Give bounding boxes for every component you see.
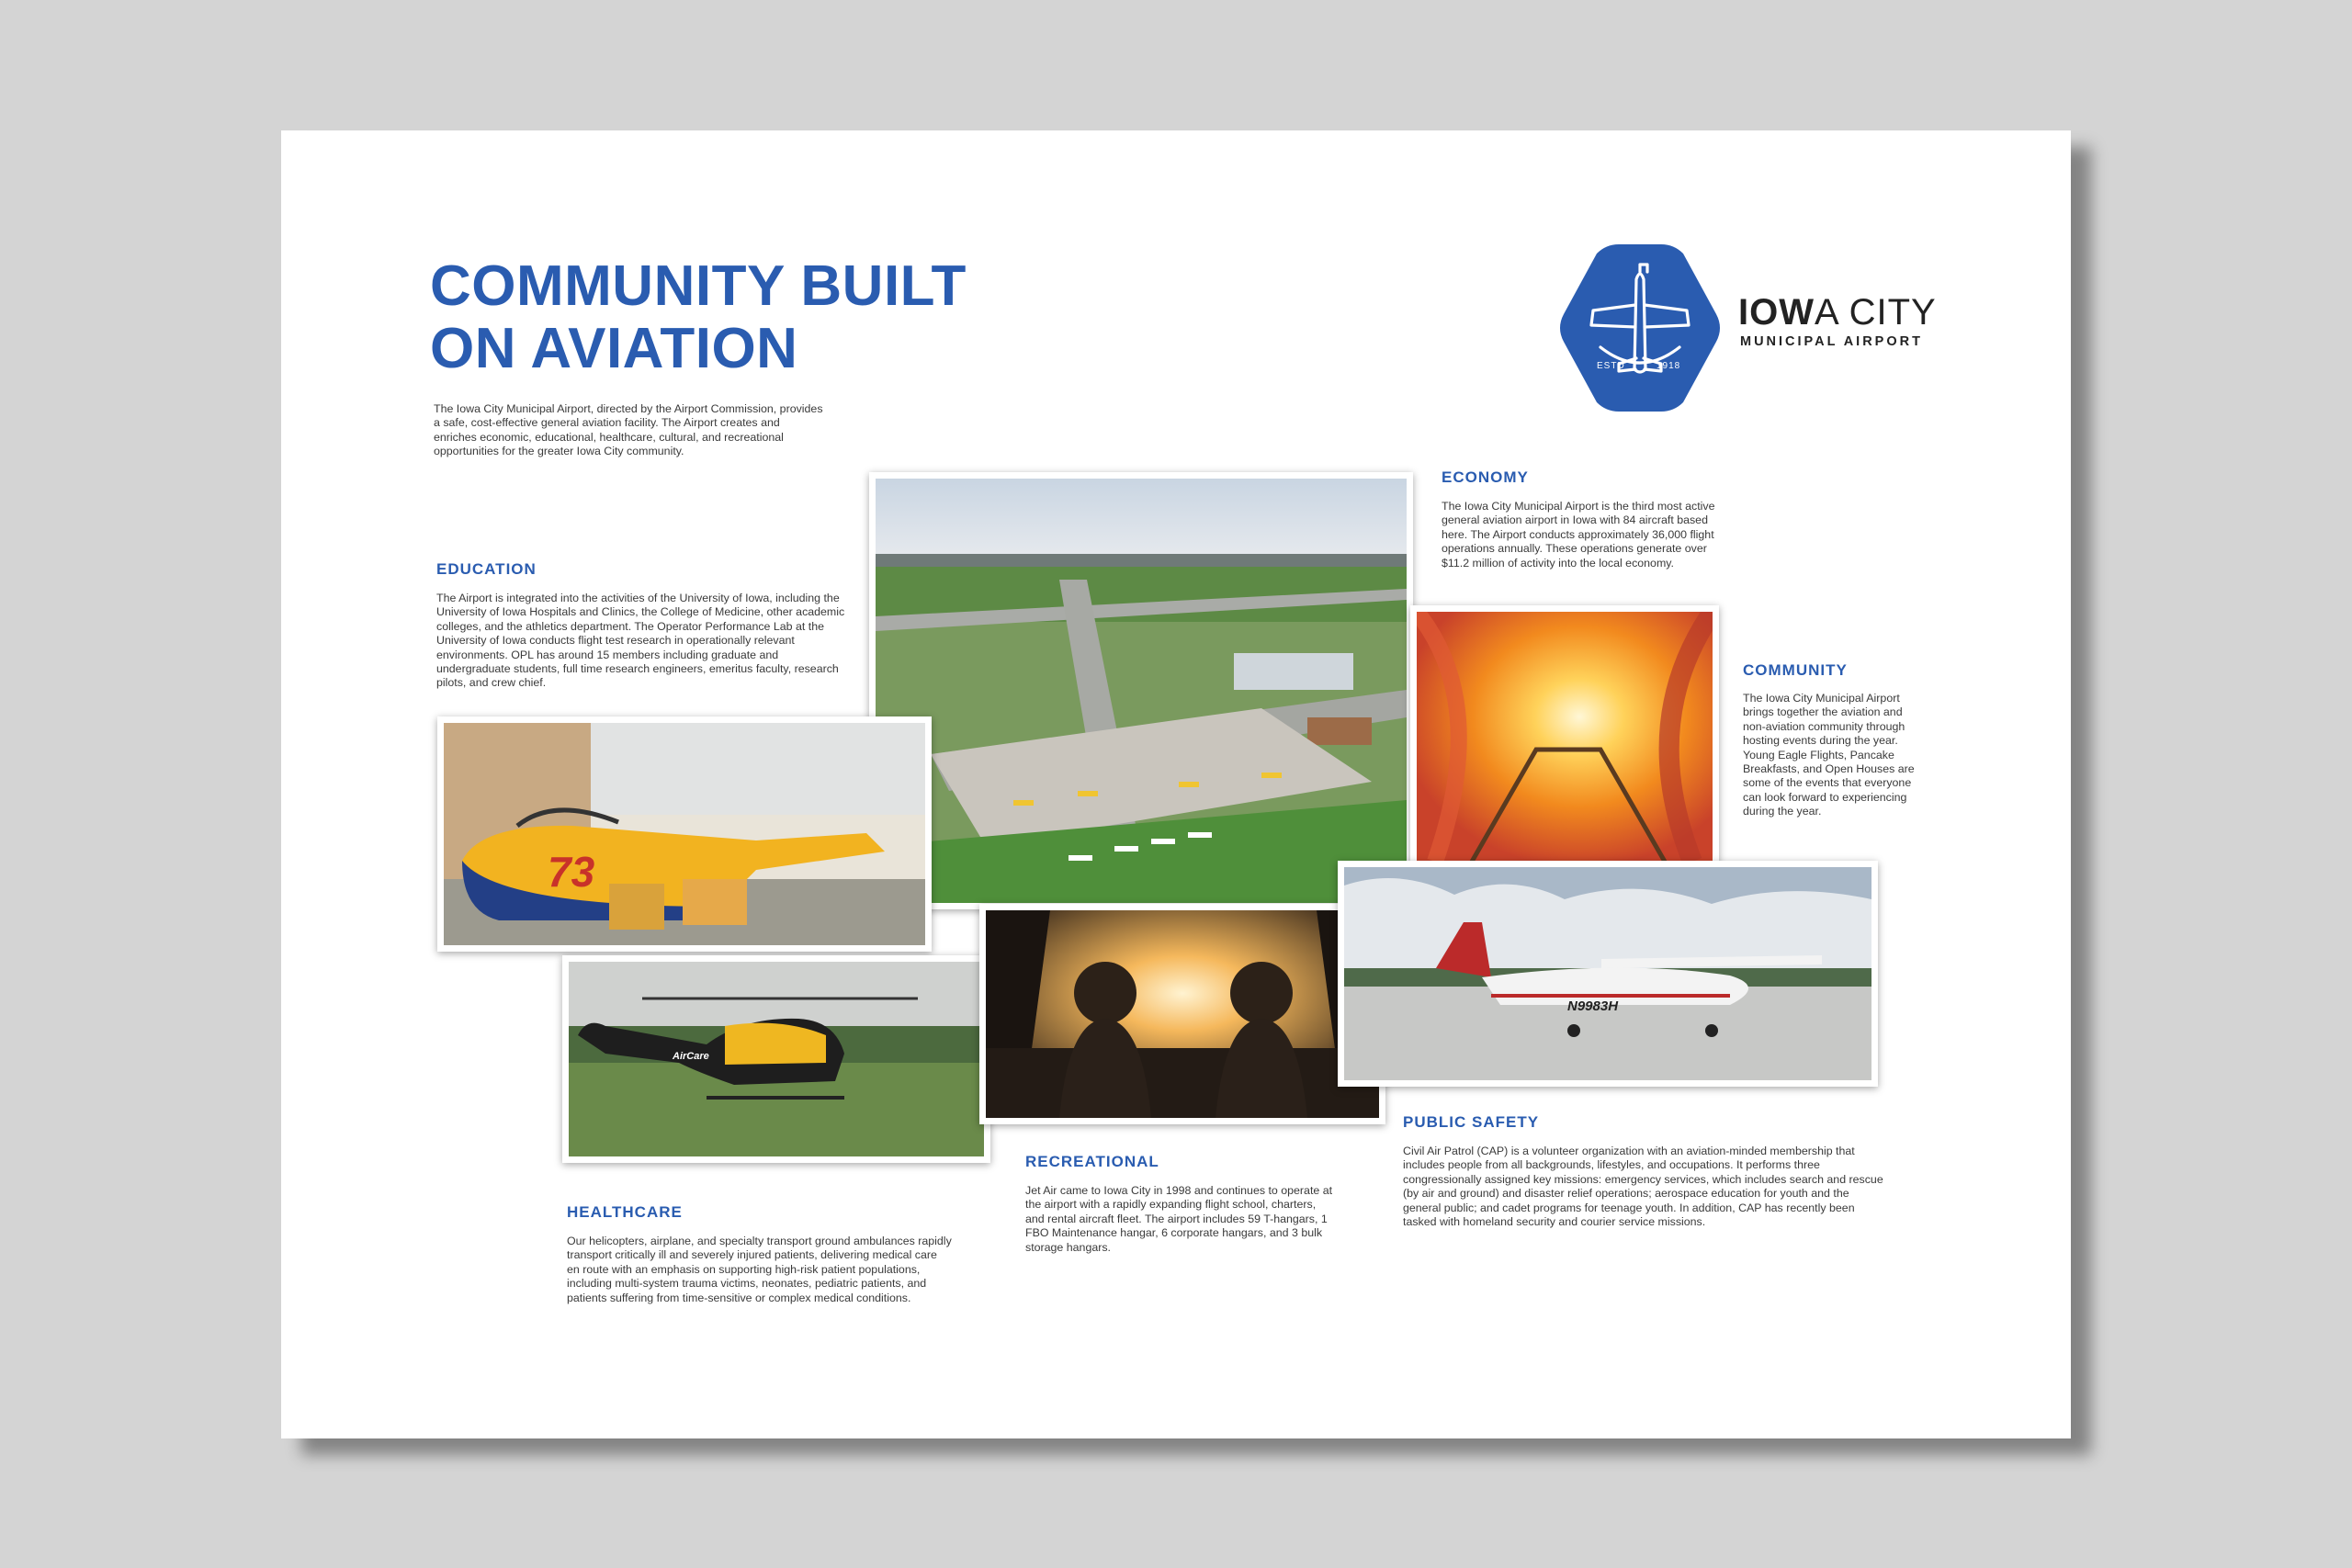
recreational-heading: RECREATIONAL (1025, 1153, 1159, 1170)
hexagon-plane-icon (1553, 241, 1727, 415)
recreational-text: Jet Air came to Iowa City in 1998 and continues to operate at the airport with a rapidly expanding flight school, charters, and rental aircraft fleet. The airport includes 59 T-hangars, 1 FBO Maintenance hangar, 6 corporate hangars, and 3 bulk storage hangars. (1025, 1184, 1333, 1254)
logo-wordmark-rest: A CITY (1814, 292, 1937, 333)
helicopter-photo (562, 955, 990, 1163)
logo-year: 1918 (1657, 361, 1681, 371)
hot-air-balloon-photo (1410, 605, 1719, 868)
airport-logo (1553, 241, 1957, 415)
education-text: The Airport is integrated into the activities of the University of Iowa, including the University of Iowa Hospitals and Clinics, the College of Medicine, other academic colleges, and the athletics department. The Operator Performance Lab at the University of Iowa conducts flight test research in operationally relevant environments. OPL has around 15 members including graduate and undergraduate students, full time research engineers, emeritus faculty, research pilots, and crew chief. (436, 592, 845, 690)
logo-wordmark-bold: IOW (1738, 292, 1815, 333)
aerial-airport-photo (869, 472, 1413, 909)
title-line-2: ON AVIATION (430, 317, 798, 380)
logo-subtitle: MUNICIPAL AIRPORT (1740, 334, 1923, 349)
page-title (430, 255, 1073, 380)
public-safety-heading: PUBLIC SAFETY (1403, 1113, 1540, 1131)
tail-number-label: N9983H (1567, 998, 1619, 1014)
community-heading: COMMUNITY (1743, 661, 1848, 679)
jet-maintenance-photo (437, 716, 932, 952)
logo-wordmark (1738, 294, 1937, 331)
poster-board (281, 130, 2071, 1438)
education-heading: EDUCATION (436, 560, 537, 578)
helicopter-brand-label: AirCare (673, 1051, 709, 1062)
cockpit-photo (979, 904, 1385, 1124)
jet-number-label: 73 (548, 848, 595, 896)
economy-text: The Iowa City Municipal Airport is the third most active general aviation airport in Iowa with 84 aircraft based here. The Airport conducts approximately 36,000 flight operations annually. These operations generate over $11.2 million of activity into the local economy. (1442, 500, 1715, 570)
healthcare-text: Our helicopters, airplane, and specialty transport ground ambulances rapidly transport critically ill and severely injured patients, delivering medical care en route with an emphasis on supporting high-risk patient populations, including multi-system trauma victims, neonates, pediatric patients, and patients suffering from time-sensitive or complex medical conditions. (567, 1235, 952, 1304)
economy-heading: ECONOMY (1442, 468, 1529, 486)
title-line-1: COMMUNITY BUILT (430, 254, 967, 318)
logo-estd: ESTD (1597, 361, 1625, 371)
intro-text: The Iowa City Municipal Airport, directed by the Airport Commission, provides a safe, cost-effective general aviation facility. The Airport creates and enriches economic, educational, healthcare, cultural, and recreational opportunities for the greater Iowa City community. (434, 402, 823, 458)
cessna-aircraft-photo (1338, 861, 1878, 1087)
healthcare-heading: HEALTHCARE (567, 1203, 683, 1221)
public-safety-text: Civil Air Patrol (CAP) is a volunteer organization with an aviation-minded membership that includes people from all backgrounds, lifestyles, and occupations. It performs three congressionally assigned key missions: emergency services, which includes search and rescue (by air and ground) and disaster relief operations; aerospace education for youth and the general public; and cadet programs for teenage youth. In addition, CAP has recently been tasked with homeland security and courier service missions. (1403, 1145, 1883, 1229)
community-text: The Iowa City Municipal Airport brings together the aviation and non-aviation community through hosting events during the year. Young Eagle Flights, Pancake Breakfasts, and Open Houses are some of the events that everyone can look forward to experiencing during the year. (1743, 692, 1915, 818)
